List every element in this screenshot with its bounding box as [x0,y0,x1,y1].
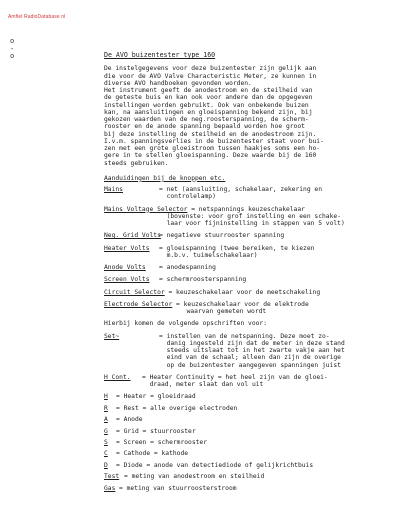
abbreviation-row [104,405,394,412]
abbreviation-desc: = Grid = stuurrooster [116,427,196,435]
paragraph-line: Het instrument geeft de anodestroom en de steilheid van [104,87,313,94]
margin-mark: o [10,52,15,60]
position-term: Set~ [104,332,120,340]
control-desc-line: = schermroosterspanning [159,276,247,284]
control-entry [104,289,394,296]
section-heading: Aanduidingen bij de knoppen etc. [104,174,226,182]
paragraph-line: instellingen worden gebruikt. Ook van onbekende buizen [104,101,309,109]
abbreviation-key: C [104,450,108,458]
control-entry [104,206,394,228]
margin-mark: - [10,45,15,53]
control-term: Neg. Grid Volts [104,232,161,240]
document-title: De AVO buizentester type 160 [104,51,216,59]
position-desc-line: eind van de schaal; alleen dan zijn de overige [159,354,341,362]
abbreviation-desc: = Cathode = kathode [116,450,189,458]
control-term: Anode Volts [104,264,146,271]
paragraph-line: diverse AVO handboeken gevonden worden. [104,79,252,87]
control-desc-line: = netspannings keuzeschakelaar [191,205,305,213]
abbreviation-row [104,485,394,492]
control-desc-line: = keuzeschakelaar voor de meetschakeling [168,288,321,296]
paragraph-line: gere in te stellen gloeispanning. Deze waarde bij de 160 [104,152,317,160]
control-term: Circuit Selector [104,288,165,296]
control-term: Heater Volts [104,244,150,252]
abbreviation-row [104,439,394,446]
position-desc-line: draad, meter slaat dan vol uit [142,381,264,388]
control-entry [104,245,394,260]
position-entry [104,333,394,369]
paragraph-line: gekozen waarden van de neg.roosterspanning, de scherm- [104,116,309,123]
control-entry [104,232,394,239]
position-term: H Cont. [104,373,131,381]
abbreviation-key: D [104,461,108,469]
abbreviation-desc: = Screen = schermrooster [116,439,207,446]
abbreviation-row [104,450,394,457]
paragraph-line: steeds gebruiken. [104,159,169,167]
control-desc-line: m.b.v. tuimelschakelaar) [159,251,258,259]
control-desc-line: laar voor fijninstelling in stappen van 5 volt) [159,220,345,227]
control-entry [104,186,394,201]
margin-mark: o [10,37,15,45]
control-term: Mains Voltage Selector [104,205,188,213]
document-body [104,52,394,496]
control-entry [104,301,394,316]
position-desc-line: steeds uitslaat tot in het zwarte vakje aan het [159,347,345,354]
abbreviation-desc: = Diode = anode van detectiediode of gelijkrichtbuis [116,461,314,469]
position-desc-line: = instellen van de netspanning. Deze moet zo- [159,332,330,340]
control-desc-line: (bovenste: voor grof instelling en een schake- [159,212,341,220]
control-term: Electrode Selector [104,300,173,308]
abbreviation-desc: = Rest = alle overige electroden [116,404,238,412]
position-desc-line: = Heater Continuity = het heel zijn van de gloei- [142,373,328,381]
abbreviation-key: Gas [104,484,116,492]
paragraph-line: I.v.m. spanningsverlies in de buizentester staat voor bui- [104,137,324,145]
control-desc-line: = anodespanning [159,264,216,271]
paragraph-line: bij deze instelling de steilheid en de anodestroom zijn. [104,130,317,138]
position-entry [104,374,394,389]
abbreviation-row [104,416,394,423]
abbreviation-key: G [104,427,108,435]
control-desc-line: waarvan gemeten wordt [179,308,267,315]
abbreviation-key: S [104,439,108,446]
control-term: Screen Volts [104,276,150,284]
control-desc-line: controlelamp) [159,193,216,201]
paragraph-line: kan, na aansluitingen en gloeispanning bekend zijn, bij [104,108,313,116]
control-desc-line: = gloeispanning (twee bereiken, te kiezen [159,244,315,252]
paragraph-line: die voor de AVO Valve Characteristic Meter, ze kunnen in [104,72,317,80]
abbreviation-row [104,462,394,469]
position-desc-line: danig ingesteld zijn dat de meter in deze stand [159,339,345,347]
control-term: Mains [104,186,123,193]
positions-intro: Hierbij komen de volgende opschriften voor: [104,320,268,328]
abbreviation-key: A [104,416,108,424]
control-desc-line: = keuzeschakelaar voor de elektrode [176,300,309,308]
abbreviation-key: R [104,404,108,412]
intro-paragraph [104,65,394,167]
control-desc-line: = net (aansluiting, schakelaar, zekering en [159,186,323,193]
abbreviation-desc: = Heater = gloeidraad [116,393,196,401]
abbreviation-row [104,428,394,435]
watermark: Amfiel RadioDatabase nl [8,14,66,20]
control-entry [104,276,394,283]
abbreviation-desc: = Anode [116,416,143,424]
paragraph-line: De instelgegevens voor deze buizentester zijn gelijk aan [104,65,317,73]
abbreviation-desc: = meting van anodestroom en steilheid [124,473,265,481]
paragraph-line: de geteste buis en kan ook voor andere dan de opgegeven [104,94,313,102]
abbreviation-row [104,473,394,480]
control-desc-line: = negatieve stuurrooster spanning [159,232,285,240]
abbreviation-key: H [104,393,108,401]
abbreviation-key: Test [104,473,120,481]
abbreviation-desc: = meting van stuurroosterstroom [119,484,237,492]
abbreviation-row [104,393,394,400]
position-desc-line: op de buizentester aangegeven spanningen juist [159,361,341,369]
paragraph-line: zen met een grote gloeistroom tussen haakjes soms een ho- [104,145,321,152]
control-entry [104,264,394,271]
paragraph-line: rooster en de anode spanning bepaald worden hoe groot [104,123,305,131]
